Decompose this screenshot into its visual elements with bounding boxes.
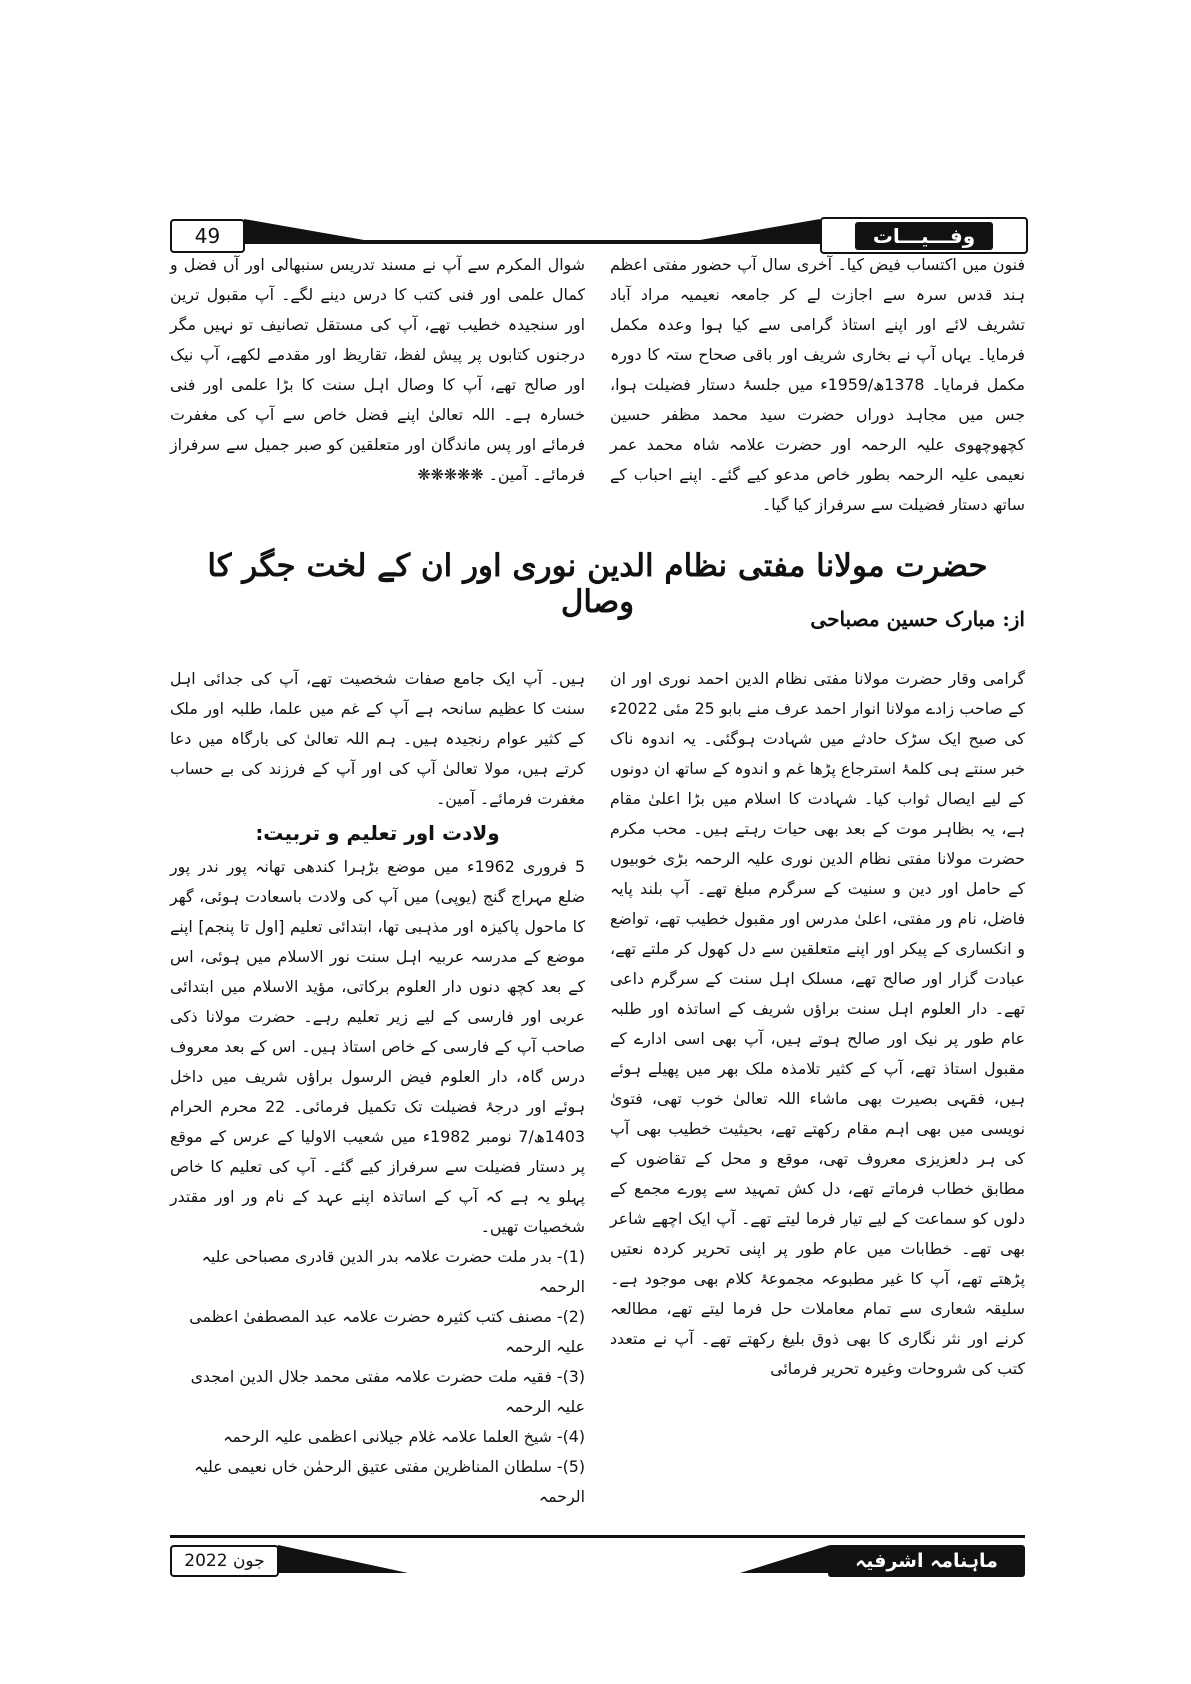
article-right-text: گرامی وقار حضرت مولانا مفتی نظام الدین احمد نوری اور ان کے صاحب زادے مولانا انوار احمد عرف منے بابو 25 مئی 2022ء کی صبح ایک سڑک حادثے میں شہادت ہوگئی۔ یہ اندوہ ناک خبر سنتے ہی کلمۂ استرجاع پڑھا غم و اندوہ کے ساتھ ان دونوں کے لیے ایصال ثواب کیا۔ شہادت کا اسلام میں بڑا اعلیٰ مقام ہے، یہ بظاہر موت کے بعد بھی حیات رہتے ہیں۔ محب مکرم حضرت مولانا مفتی نظام الدین نوری علیہ الرحمہ بڑی خوبیوں کے حامل اور دین و سنیت کے سرگرم مبلغ تھے۔ آپ بلند پایہ فاضل، نام ور مفتی، اعلیٰ مدرس اور مقبول خطیب تھے، تواضع و انکساری کے پیکر اور اپنے متعلقین سے دل کھول کر ملتے تھے، عبادت گزار اور صالح تھے، مسلک اہل سنت کے سرگرم داعی تھے۔ دار العلوم اہل سنت براؤں شریف کے اساتذہ اور طلبہ عام طور پر نیک اور صالح ہوتے ہیں، آپ بھی اسی ادارے کے مقبول استاذ تھے، آپ کے کثیر تلامذہ ملک بھر میں پھیلے ہوئے ہیں، فقہی بصیرت بھی ماشاء اللہ تعالیٰ خوب تھی، فتویٰ نویسی میں بھی اہم مقام رکھتے تھے، بحیثیت خطیب بھی آپ کی ہر دلعزیزی معروف تھی، موقع و محل کے تقاضوں کے مطابق خطاب فرماتے تھے، دل کش تمہید سے پورے مجمع کے دلوں کو سماعت کے لیے تیار فرما لیتے تھے۔ آپ ایک اچھے شاعر بھی تھے۔ خطابات میں عام طور پر اپنی تحریر کردہ نعتیں پڑھتے تھے، آپ کا غیر مطبوعہ مجموعۂ کلام بھی موجود ہے۔ سلیقہ شعاری سے تمام معاملات حل فرما لیتے تھے، مطالعہ کرنے اور نثر نگاری کا بھی ذوق بلیغ رکھتے تھے۔ آپ نے متعدد کتب کی شروحات وغیرہ تحریر فرمائی (610, 669, 1025, 1378)
top-left-text: شوال المکرم سے آپ نے مسند تدریس سنبھالی اور آں فضل و کمال علمی اور فنی کتب کا درس دینے لگے۔ آپ مقبول ترین اور سنجیدہ خطیب تھے، آپ کی مستقل تصانیف تو نہیں مگر درجنوں کتابوں پر پیش لفظ، تقاریظ اور مقدمے لکھے، آپ نیک اور صالح تھے، آپ کا وصال اہل سنت کا بڑا علمی اور فنی خسارہ ہے۔ اللہ تعالیٰ اپنے فضل خاص سے آپ کی مغفرت فرمائے اور پس ماندگان اور متعلقین کو صبر جمیل سے سرفراز فرمائے۔ آمین۔ ❋❋❋❋❋ (170, 255, 585, 484)
list-item: (5)- سلطان المناظرین مفتی عتیق الرحمٰن خاں نعیمی علیہ الرحمہ (193, 1457, 585, 1506)
header-rule (244, 240, 821, 244)
magazine-name: ماہنامہ اشرفیہ (828, 1545, 1025, 1577)
top-right-column (610, 250, 1025, 520)
top-left-column (170, 250, 585, 490)
teachers-list (170, 1242, 585, 1512)
header-wedge-right (700, 219, 820, 240)
footer-wedge-right (740, 1545, 830, 1573)
section-subheading: ولادت اور تعلیم و تربیت: (255, 821, 500, 845)
issue-date: جون 2022 (170, 1545, 279, 1577)
list-item: (2)- مصنف کتب کثیرہ حضرت علامہ عبد المصطفیٰ اعظمی علیہ الرحمہ (189, 1307, 585, 1356)
list-item: (4)- شیخ العلما علامہ غلام جیلانی اعظمی علیہ الرحمہ (223, 1427, 585, 1446)
list-item: (3)- فقیہ ملت حضرت علامہ مفتی محمد جلال الدین امجدی علیہ الرحمہ (190, 1367, 585, 1416)
article-left-column (170, 664, 585, 1512)
footer-rule (170, 1535, 1025, 1538)
header-wedge-left (244, 219, 364, 240)
section-tag (820, 217, 1028, 254)
article-left-body: 5 فروری 1962ء میں موضع بڑہرا کندھی تھانہ پور ندر پور ضلع مہراج گنج (یوپی) میں آپ کی ولادت باسعادت ہوئی، گھر کا ماحول پاکیزہ اور مذہبی تھا، ابتدائی تعلیم [اول تا پنجم] اپنے موضع کے مدرسہ عربیہ اہل سنت نور الاسلام میں ہوئی، اس کے بعد کچھ دنوں دار العلوم برکاتی، مؤید الاسلام میں ابتدائی عربی اور فارسی کے لیے زیر تعلیم رہے۔ حضرت مولانا ذکی صاحب آپ کے فارسی کے خاص استاذ ہیں۔ اس کے بعد معروف درس گاہ، دار العلوم فیض الرسول براؤں شریف میں داخل ہوئے اور درجۂ فضیلت تک تکمیل فرمائی۔ 22 محرم الحرام 1403ھ/7 نومبر 1982ء میں شعیب الاولیا کے عرس کے موقع پر دستار فضیلت سے سرفراز کیے گئے۔ آپ کی تعلیم کا خاص پہلو یہ ہے کہ آپ کے اساتذہ اپنے عہد کے نام ور اور مقتدر شخصیات تھیں۔ (170, 857, 586, 1236)
article-byline: از: مبارک حسین مصباحی (810, 607, 1025, 631)
article-title: حضرت مولانا مفتی نظام الدین نوری اور ان کے لخت جگر کا وصال (207, 548, 988, 620)
article-right-column (610, 664, 1025, 1384)
top-right-text: فنون میں اکتساب فیض کیا۔ آخری سال آپ حضور مفتی اعظم ہند قدس سرہ سے اجازت لے کر جامعہ نعیمیہ مراد آباد تشریف لائے اور اپنے استاذ گرامی سے کیا ہوا وعدہ مکمل فرمایا۔ یہاں آپ نے بخاری شریف اور باقی صحاح ستہ کا دورہ مکمل فرمایا۔ 1378ھ/1959ء میں جلسۂ دستار فضیلت ہوا، جس میں مجاہد دوراں حضرت سید محمد مظفر حسین کچھوچھوی علیہ الرحمہ اور حضرت علامہ شاہ محمد عمر نعیمی علیہ الرحمہ بطور خاص مدعو کیے گئے۔ اپنے احباب کے ساتھ دستار فضیلت سے سرفراز کیا گیا۔ (610, 255, 1025, 514)
footer-wedge-left (278, 1545, 408, 1573)
list-item: (1)- بدر ملت حضرت علامہ بدر الدین قادری مصباحی علیہ الرحمہ (201, 1247, 585, 1296)
section-label: وفـــيـــات (855, 222, 993, 250)
article-left-intro: ہیں۔ آپ ایک جامع صفات شخصیت تھے، آپ کی جدائی اہل سنت کا عظیم سانحہ ہے آپ کے غم میں علما، طلبہ اور ملک کے کثیر عوام رنجیدہ ہیں۔ ہم اللہ تعالیٰ کی بارگاہ میں دعا کرتے ہیں، مولا تعالیٰ آپ کی اور آپ کے فرزند کی بے حساب مغفرت فرمائے۔ آمین۔ (170, 669, 585, 808)
page-number: 49 (170, 219, 245, 253)
